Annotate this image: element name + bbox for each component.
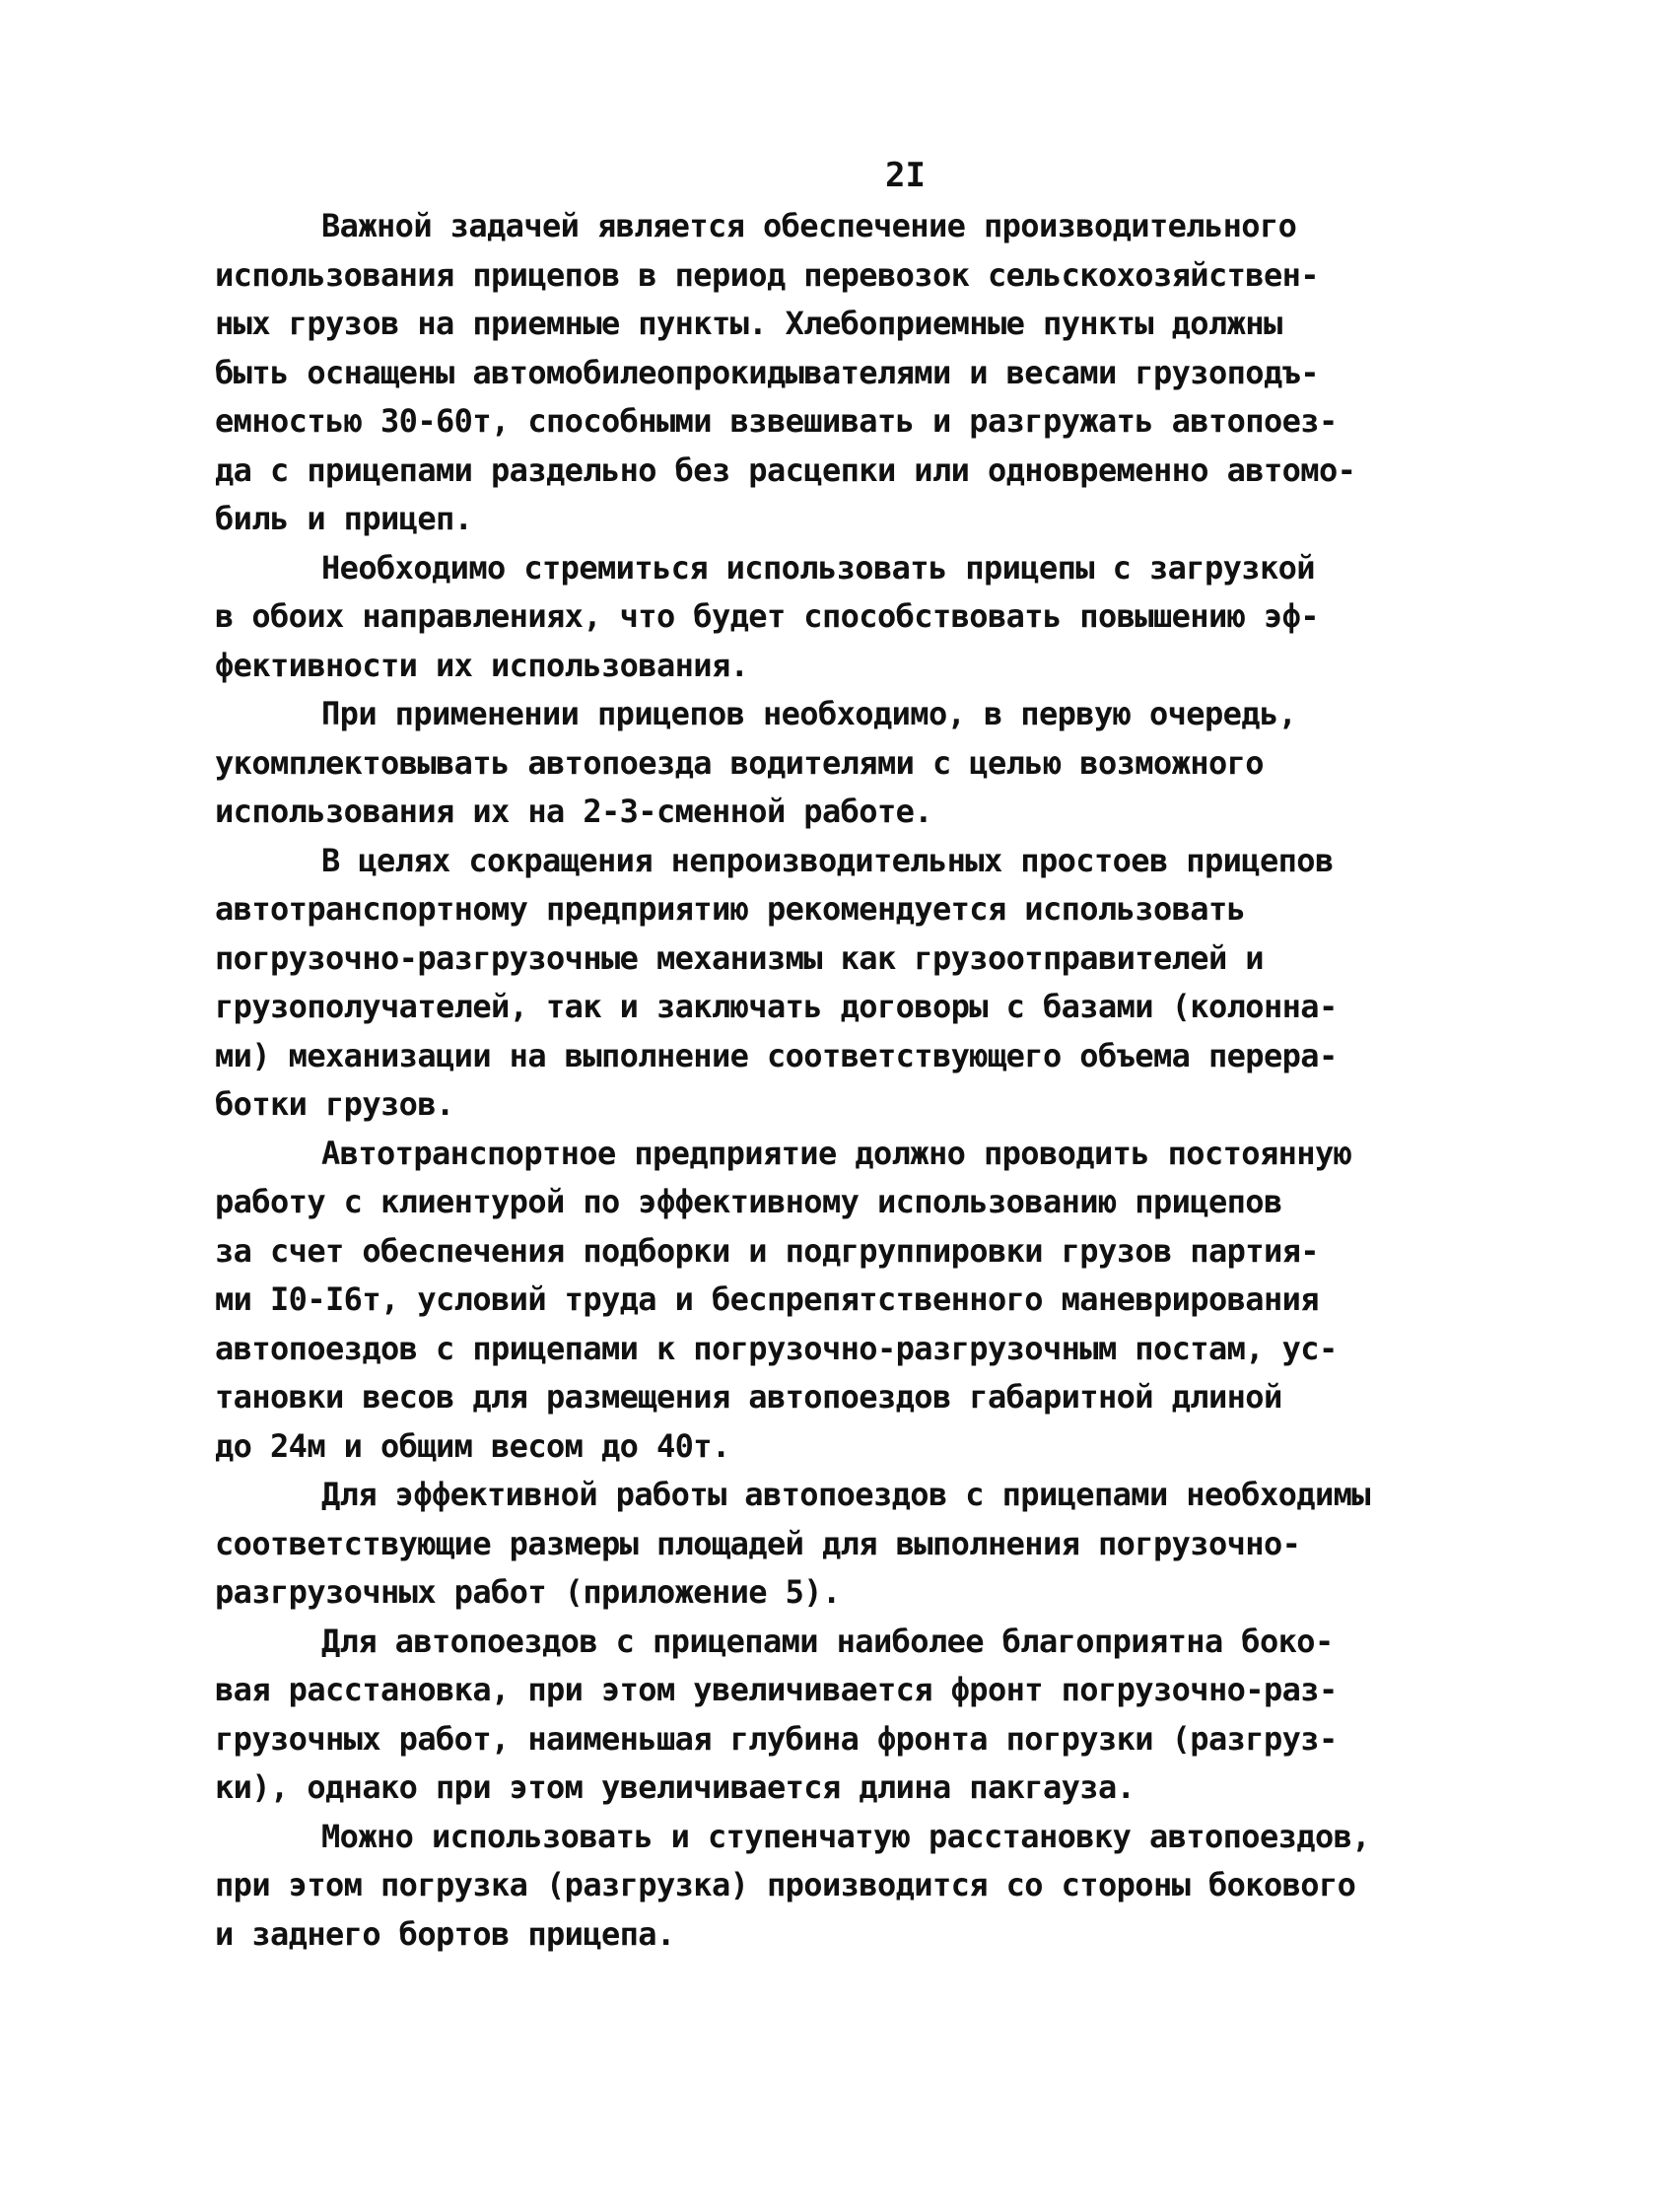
text-line: в обоих направлениях, что будет способствовать повышению эф-: [215, 597, 1319, 635]
text-line: Важной задачей является обеспечение производительного: [321, 207, 1297, 244]
text-line: Необходимо стремиться использовать прицепы с загрузкой: [321, 548, 1315, 587]
text-line: использования прицепов в период перевозок сельскохозяйствен-: [215, 255, 1319, 294]
paragraph: [215, 1813, 1506, 1960]
page-number: 2I: [885, 156, 926, 195]
text-line: погрузочно-разгрузочные механизмы как грузоотправителей и: [215, 938, 1264, 977]
text-line: ки), однако при этом увеличивается длина пакгауза.: [215, 1768, 1136, 1806]
text-line: ми I0-I6т, условий труда и беспрепятственного маневрирования: [215, 1280, 1319, 1318]
text-line: фективности их использования.: [215, 646, 749, 684]
text-line: ми) механизации на выполнение соответствующего объема перера-: [215, 1036, 1338, 1074]
text-line: вая расстановка, при этом увеличивается фронт погрузочно-раз-: [215, 1671, 1338, 1708]
text-line: Для эффективной работы автопоездов с прицепами необходимы: [321, 1476, 1370, 1513]
text-line: ных грузов на приемные пункты. Хлебоприемные пункты должны: [215, 305, 1282, 342]
text-line: автотранспортному предприятию рекомендуется использовать: [215, 890, 1246, 928]
text-line: биль и прицеп.: [215, 500, 473, 537]
text-line: автопоездов с прицепами к погрузочно-разгрузочным постам, ус-: [215, 1329, 1338, 1367]
text-line: быть оснащены автомобилеопрокидывателями и весами грузоподъ-: [215, 353, 1319, 391]
text-line: работу с клиентурой по эффективному использованию прицепов: [215, 1183, 1282, 1220]
paragraph: [215, 837, 1506, 1130]
paragraph: [215, 1618, 1506, 1813]
text-line: да с прицепами раздельно без расцепки или одновременно автомо-: [215, 450, 1356, 489]
text-line: В целях сокращения непроизводительных простоев прицепов: [321, 841, 1334, 879]
text-line: Можно использовать и ступенчатую расстановку автопоездов,: [321, 1817, 1370, 1855]
text-line: грузополучателей, так и заключать договоры с базами (колонна-: [215, 988, 1338, 1025]
text-line: тановки весов для размещения автопоездов габаритной длиной: [215, 1378, 1282, 1416]
text-line: при этом погрузка (разгрузка) производится со стороны бокового: [215, 1866, 1356, 1903]
paragraph: [215, 202, 1506, 544]
text-line: грузочных работ, наименьшая глубина фронта погрузки (разгруз-: [215, 1719, 1338, 1758]
text-line: за счет обеспечения подборки и подгруппировки грузов партия-: [215, 1231, 1319, 1270]
text-line: Для автопоездов с прицепами наиболее благоприятна боко-: [321, 1622, 1334, 1660]
text-line: разгрузочных работ (приложение 5).: [215, 1573, 841, 1611]
text-line: и заднего бортов прицепа.: [215, 1914, 675, 1953]
text-line: до 24м и общим весом до 40т.: [215, 1426, 730, 1465]
paragraph: [215, 1130, 1506, 1472]
paragraph: [215, 544, 1506, 691]
paragraph: [215, 690, 1506, 837]
text-line: укомплектовывать автопоезда водителями с целью возможного: [215, 743, 1264, 782]
text-line: Автотранспортное предприятие должно проводить постоянную: [321, 1134, 1352, 1172]
text-line: ботки грузов.: [215, 1085, 454, 1123]
text-line: использования их на 2-3-сменной работе.: [215, 793, 932, 830]
text-line: При применении прицепов необходимо, в первую очередь,: [321, 695, 1297, 732]
paragraph: [215, 1471, 1506, 1618]
text-line: емностью 30-60т, способными взвешивать и разгружать автопоез-: [215, 402, 1338, 440]
body-text: [215, 202, 1506, 1959]
text-line: соответствующие размеры площадей для выполнения погрузочно-: [215, 1524, 1301, 1562]
